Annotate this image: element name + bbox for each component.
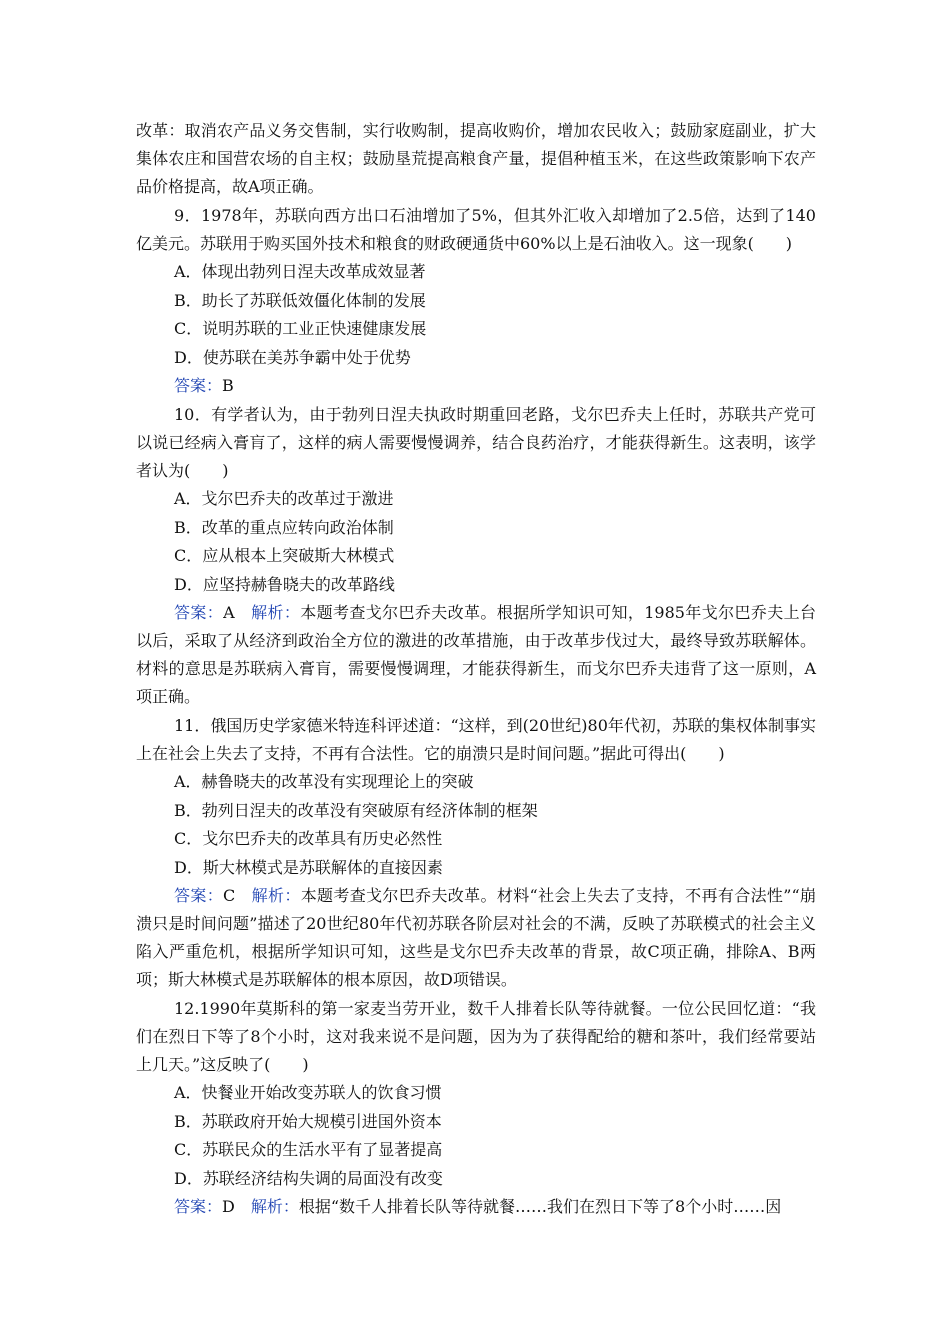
- option-c: C．戈尔巴乔夫的改革具有历史必然性: [174, 829, 443, 848]
- question-9: [136, 202, 816, 400]
- answer-analysis: [136, 1193, 816, 1221]
- option-b: B．改革的重点应转向政治体制: [174, 517, 394, 537]
- answer-label: 答案：: [174, 886, 224, 905]
- question-stem: 11．俄国历史学家德米特连科评述道：“这样，到(20世纪)80年代初，苏联的集权体制事实上在社会上失去了支持，不再有合法性。它的崩溃只是时间问题。”据此可得出( ): [136, 716, 816, 763]
- option-b: B．助长了苏联低效僵化体制的发展: [174, 290, 426, 310]
- analysis-text: 本题考查戈尔巴乔夫改革。根据所学知识可知，1985年戈尔巴乔夫上台以后，采取了从经济到政治全方位的激进的改革措施，由于改革步伐过大，最终导致苏联解体。材料的意思是苏联病入膏肓，需要慢慢调理，才能获得新生，而戈尔巴乔夫违背了这一原则，A项正确。: [136, 603, 816, 706]
- option-d: D．斯大林模式是苏联解体的直接因素: [174, 857, 443, 877]
- answer-analysis: [136, 599, 816, 711]
- analysis-text: 本题考查戈尔巴乔夫改革。材料“社会上失去了支持，不再有合法性”“崩溃只是时间问题”描述了20世纪80年代初苏联各阶层对社会的不满，反映了苏联模式的社会主义陷入严重危机，根据所学知识可知，这些是戈尔巴乔夫改革的背景，故C项正确，排除A、B两项；斯大林模式是苏联解体的根本原因，故D项错误。: [136, 886, 816, 989]
- option-d: D．使苏联在美苏争霸中处于优势: [174, 347, 411, 367]
- question-12: [136, 995, 816, 1221]
- option-a: A．快餐业开始改变苏联人的饮食习惯: [174, 1083, 442, 1102]
- analysis-label: 解析：: [250, 603, 301, 622]
- answer-value: B: [222, 376, 234, 395]
- answer-line: [136, 372, 816, 400]
- option-d: D．苏联经济结构失调的局面没有改变: [174, 1168, 443, 1188]
- answer-value: D: [222, 1197, 235, 1216]
- option-b: B．苏联政府开始大规模引进国外资本: [174, 1111, 442, 1131]
- answer-analysis: [136, 882, 816, 994]
- option-c: C．说明苏联的工业正快速健康发展: [174, 319, 427, 338]
- document-content: [136, 117, 816, 1221]
- option-a: A．赫鲁晓夫的改革没有实现理论上的突破: [174, 772, 474, 791]
- answer-value: C: [223, 886, 236, 905]
- option-c: C．苏联民众的生活水平有了显著提高: [174, 1140, 443, 1159]
- question-10: [136, 401, 816, 711]
- option-a: A．体现出勃列日涅夫改革成效显著: [174, 262, 426, 281]
- answer-label: 答案：: [174, 376, 223, 395]
- question-stem: 9．1978年，苏联向西方出口石油增加了5%，但其外汇收入却增加了2.5倍，达到了140亿美元。苏联用于购买国外技术和粮食的财政硬通货中60%以上是石油收入。这一现象( ): [136, 206, 816, 253]
- option-d: D．应坚持赫鲁晓夫的改革路线: [174, 574, 395, 594]
- option-b: B．勃列日涅夫的改革没有突破原有经济体制的框架: [174, 800, 538, 820]
- analysis-text: 根据“数千人排着长队等待就餐……我们在烈日下等了8个小时……因: [298, 1197, 782, 1216]
- analysis-label: 解析：: [250, 1197, 299, 1216]
- question-11: [136, 712, 816, 994]
- option-a: A．戈尔巴乔夫的改革过于激进: [174, 489, 394, 508]
- intro-paragraph: 改革：取消农产品义务交售制，实行收购制，提高收购价，增加农民收入；鼓励家庭副业，扩大集体农庄和国营农场的自主权；鼓励垦荒提高粮食产量，提倡种植玉米，在这些政策影响下农产品价格提高，故A项正确。: [136, 121, 816, 196]
- analysis-label: 解析：: [251, 886, 301, 905]
- option-c: C．应从根本上突破斯大林模式: [174, 546, 395, 565]
- question-stem: 12.1990年莫斯科的第一家麦当劳开业，数千人排着长队等待就餐。一位公民回忆道：“我们在烈日下等了8个小时，这对我来说不是问题，因为为了获得配给的糖和茶叶，我们经常要站上几天。”这反映了( ): [136, 999, 816, 1074]
- answer-label: 答案：: [174, 603, 224, 622]
- question-stem: 10．有学者认为，由于勃列日涅夫执政时期重回老路，戈尔巴乔夫上任时，苏联共产党可以说已经病入膏肓了，这样的病人需要慢慢调养，结合良药治疗，才能获得新生。这表明，该学者认为( ): [136, 405, 816, 480]
- answer-value: A: [223, 603, 235, 622]
- answer-label: 答案：: [174, 1197, 223, 1216]
